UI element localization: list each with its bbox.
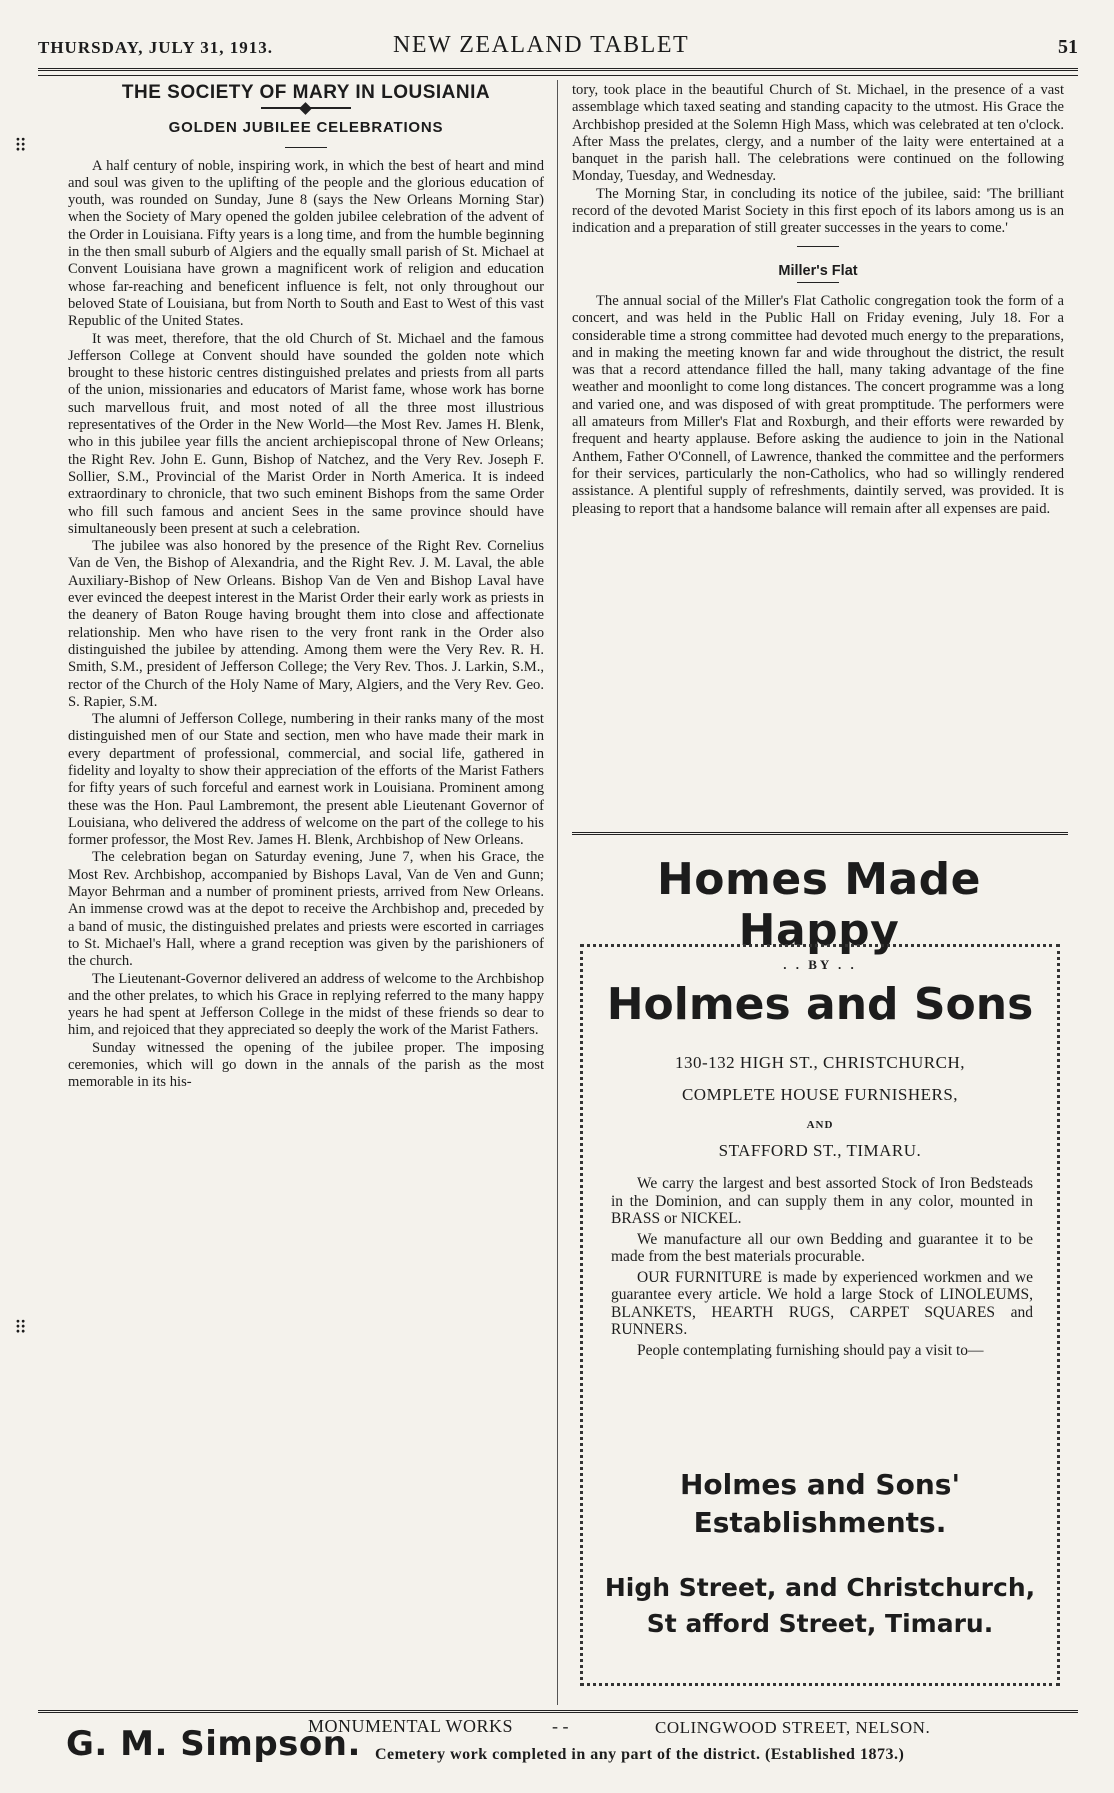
page-number: 51 [1058, 36, 1078, 58]
article-headline-millers-flat: Miller's Flat [778, 262, 858, 279]
advert-by: . . BY . . [783, 957, 857, 972]
footer-street: COLINGWOOD STREET, NELSON. [655, 1718, 931, 1737]
advert-and: AND [806, 1119, 834, 1131]
footer-works: MONUMENTAL WORKS [308, 1716, 514, 1736]
article-society-of-mary [68, 82, 544, 1694]
paragraph: The annual social of the Miller's Flat Catholic congregation took the form of a concert, and was held in the Public Hall on Friday evening, July 18. For a considerable time a strong committee had devoted much energy to the preparations, and in making the meeting known far and wide throughout the district, the result was that a record attendance filled the hall, many taking advantage of the fine weather and moonlight to come long distances. The concert programme was a long and varied one, and was disposed of with great promptitude. The performers were all amateurs from Miller's Flat and Roxburgh, and their efforts were rewarded by frequent and hearty applause. Before asking the audience to join in the National Anthem, Father O'Connell, of Lawrence, thanked the committee and the performers for their services, particularly the non-Catholics, who had so willingly rendered assistance. A plentiful supply of refreshments, daintily served, was provided. It is pleasing to report that a handsome balance will remain after all expenses are paid. [572, 292, 1064, 517]
advertisement-holmes-and-sons [570, 848, 1068, 1692]
footer-cemetery-line: Cemetery work completed in any part of the district. (Established 1873.) [375, 1746, 905, 1763]
short-rule [285, 147, 327, 148]
advert-paragraph: OUR FURNITURE is made by experienced workmen and we guarantee every article. We hold a large Stock of LINOLEUMS, BLANKETS, HEARTH RUGS, CARPET SQUARES and RUNNERS. [611, 1268, 1033, 1338]
footer-advertiser-name: G. M. Simpson. [66, 1724, 361, 1764]
column-divider [557, 80, 558, 1705]
right-column-articles [572, 82, 1064, 822]
masthead-rule [38, 68, 1078, 76]
advert-streets-line1: High Street, and Christchurch, [604, 1573, 1036, 1602]
paragraph: The Morning Star, in concluding its notice of the jubilee, said: 'The brilliant record of the devoted Marist Society in this first epoch of its labors among us is an indication and a preparation of still greater successes in the years to come.' [572, 185, 1064, 237]
paragraph: A half century of noble, inspiring work, in which the best of heart and mind and soul was given to the uplifting of the people and the glorious education of youth, was rounded on Sunday, June 8 (says the New Orleans Morning Star) when the Society of Mary opened the golden jubilee celebration of the advent of the Order in Louisiana. Fifty years is a long time, and from the humble beginning in the then small suburb of Algiers and the equally small parish of St. Michael at Convent Louisiana have grown a magnificent work of religion and education whose far-reaching and beneficent influence is felt, not only throughout our beloved State of Louisiana, but from North to South and East to West of this vast Republic of the United States. [68, 157, 544, 330]
advert-border-box [580, 944, 1060, 1686]
advert-establishments-line1: Holmes and Sons' [679, 1468, 961, 1501]
paragraph: The celebration began on Saturday evening, June 7, when his Grace, the Most Rev. Archbishop, accompanied by Bishops Laval, Van de Ven and Gunn; Mayor Behrman and a number of prominent priests, arrived from New Orleans. An immense crowd was at the depot to receive the Archbishop and, preceded by a band of music, the distinguished prelates and priests were escorted in carriages to St. Michael's Hall, where a grand reception was given by the parishioners of the church. [68, 849, 544, 970]
paragraph: The alumni of Jefferson College, numbering in their ranks many of the most distinguished men of our State and section, men who have made their mark in every department of professional, commercial, and social life, gathered in fidelity and loyalty to show their appreciation of the efforts of the Marist Fathers for fifty years of such forceful and earnest work in Louisiana. Prominent among these was the Hon. Paul Lambremont, the present able Lieutenant Governor of Louisiana, who delivered the address of welcome on the part of the college to his former professor, the Most Rev. James H. Blenk, Archbishop of New Orleans. [68, 711, 544, 849]
short-rule [797, 246, 839, 247]
advert-paragraph: People contemplating furnishing should pay a visit to— [637, 1341, 984, 1359]
advert-address-christchurch: 130-132 HIGH ST., CHRISTCHURCH, [674, 1053, 966, 1072]
paragraph: tory, took place in the beautiful Church of St. Michael, in the presence of a vast assemblage which taxed seating and standing capacity to the utmost. His Grace the Archbishop presided at the Solemn High Mass, which was celebrated at ten o'clock. After Mass the prelates, clergy, and a number of the laity were entertained at a banquet in the parish hall. The celebrations were continued on the following Monday, Tuesday, and Wednesday. [572, 82, 1064, 185]
paragraph: It was meet, therefore, that the old Church of St. Michael and the famous Jefferson College at Convent should have sounded the golden note which brought to these historic centres distinguished prelates and priests from all parts of the union, missionaries and educators of Marist fame, whose work has borne such marvellous fruit, and most noted of all the three most illustrious representatives of the Order in the New World—the Most Rev. James H. Blenk, who in this jubilee year fills the ancient archiepiscopal throne of New Orleans; the Right Rev. John E. Gunn, Bishop of Natchez, and the Very Rev. Joseph F. Sollier, S.M., Provincial of the Marist Order in North America. It is indeed extraordinary to chronicle, that two such eminent Bishops from the same Order who fill such famous and ancient Sees in the same province should have simultaneously been present at such a celebration. [68, 330, 544, 537]
advert-headline: Homes Made Happy [656, 854, 982, 956]
article-headline: THE SOCIETY OF MARY IN LOUSIANIA [121, 82, 491, 103]
article-end-rule [572, 832, 1068, 838]
margin-mark: ⠿ [14, 1318, 28, 1338]
advert-establishments-line2: Establishments. [693, 1506, 947, 1539]
advert-paragraph: We manufacture all our own Bedding and guarantee it to be made from the best materials procurable. [611, 1230, 1033, 1265]
margin-mark: ⠿ [14, 136, 28, 156]
article-subhead: GOLDEN JUBILEE CELEBRATIONS [168, 119, 444, 137]
footer-dash: - - [552, 1716, 569, 1736]
newspaper-title: NEW ZEALAND TABLET [393, 32, 690, 58]
advert-address-timaru: STAFFORD ST., TIMARU. [718, 1141, 922, 1160]
advert-streets-line2: St afford Street, Timaru. [646, 1609, 994, 1638]
paragraph: Sunday witnessed the opening of the jubilee proper. The imposing ceremonies, which will go down in the annals of the parish as the most memorable in its his- [68, 1039, 544, 1091]
advert-firm-name: Holmes and Sons [606, 979, 1034, 1030]
advert-body [611, 1175, 1033, 1362]
masthead [38, 30, 1078, 66]
advert-role: COMPLETE HOUSE FURNISHERS, [681, 1085, 959, 1104]
advert-paragraph: We carry the largest and best assorted Stock of Iron Bedsteads in the Dominion, and can supply them in any color, mounted in BRASS or NICKEL. [611, 1175, 1033, 1227]
short-rule [797, 282, 839, 283]
ornament-rule [261, 107, 351, 111]
issue-date: THURSDAY, JULY 31, 1913. [38, 38, 273, 57]
paragraph: The Lieutenant-Governor delivered an address of welcome to the Archbishop and the other prelates, to which his Grace in replying referred to the many happy years he had spent at Jefferson College in the midst of these friends so dear to him, and rejoiced that they appreciated so deeply the work of the Marist Fathers. [68, 970, 544, 1039]
paragraph: The jubilee was also honored by the presence of the Right Rev. Cornelius Van de Ven, the Bishop of Alexandria, and the Right Rev. J. M. Laval, the able Auxiliary-Bishop of New Orleans. Bishop Van de Ven and Bishop Laval have ever evinced the deepest interest in the Marist Order their early work as priests in the deanery of Baton Rouge having brought them into close and affectionate relationship. Men who have risen to the very front rank in the Order also distinguished the jubilee by attending. Among them were the Very Rev. R. H. Smith, S.M., president of Jefferson College; the Very Rev. Thos. J. Larkin, S.M., rector of the Church of the Holy Name of Mary, Algiers, and the Very Rev. Geo. S. Rapier, S.M. [68, 538, 544, 710]
